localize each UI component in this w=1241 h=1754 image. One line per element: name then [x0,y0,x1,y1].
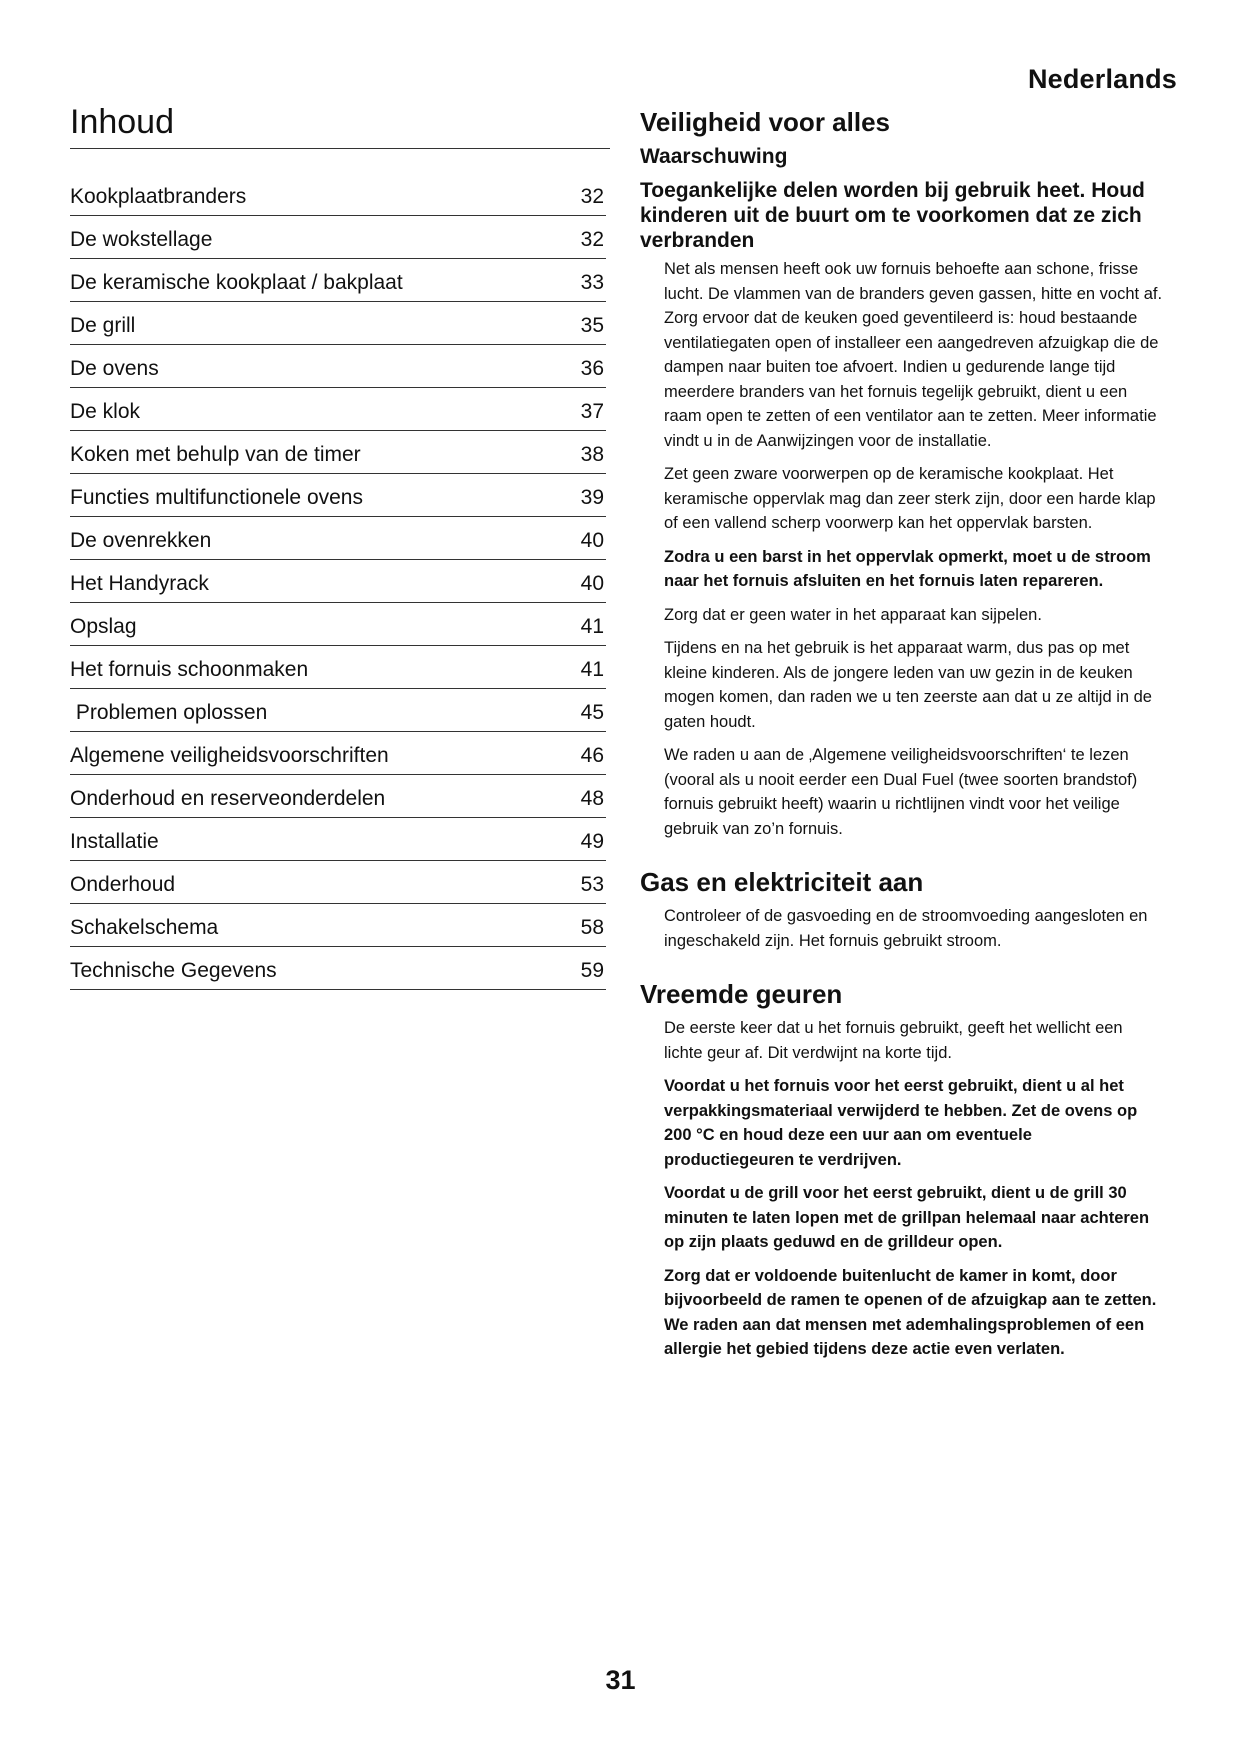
toc-entry[interactable] [70,732,606,775]
toc-entry[interactable] [70,603,606,646]
toc-entry-page: 36 [580,357,604,380]
toc-entry[interactable] [70,861,606,904]
safety-paragraph-bold: Zodra u een barst in het oppervlak opmerkt, moet u de stroom naar het fornuis afsluiten en het fornuis laten repareren. [664,547,1151,590]
toc-entry-label: Algemene veiligheidsvoorschriften [70,744,389,767]
toc-entry[interactable] [70,646,606,689]
safety-paragraph: Net als mensen heeft ook uw fornuis behoefte aan schone, frisse lucht. De vlammen van de branders geven gassen, hitte en vocht af. Zorg ervoor dat de keuken goed geventileerd is: houd bestaande ventilatiegaten open of installeer een aangedreven afzuigkap die de dampen naar buiten toe afvoert. Indien u gedurende lange tijd meerdere branders van het fornuis tegelijk gebruikt, dient u een raam open te zetten of een ventilator aan te zetten. Meer informatie vindt u in de Aanwijzingen voor de installatie. [664,260,1163,450]
language-label: Nederlands [1027,64,1177,94]
toc-entry-label: Opslag [70,615,137,638]
toc-entry-label: De klok [70,400,141,423]
power-heading: Gas en elektriciteit aan [640,867,924,897]
toc-entry-page: 41 [580,658,604,681]
toc-entry-label: Het Handyrack [70,572,209,595]
toc-entry[interactable] [70,689,606,732]
toc-entry-page: 59 [580,959,604,982]
safety-paragraph: Tijdens en na het gebruik is het apparaat warm, dus pas op met kleine kinderen. Als de jongere leden van uw gezin in de keuken mogen komen, dan raden we u ten zeerste aan dat u ze altijd in de gaten houdt. [664,639,1152,731]
toc-entry[interactable] [70,431,606,474]
toc-entry-label: Onderhoud [70,873,176,896]
safety-heading: Veiligheid voor alles [640,107,890,137]
toc-entry-page: 45 [580,701,604,724]
toc-entry-label: Kookplaatbranders [70,185,247,208]
odours-paragraph: De eerste keer dat u het fornuis gebruikt, geeft het wellicht een lichte geur af. Dit verdwijnt na korte tijd. [664,1019,1123,1062]
toc-entry-page: 40 [580,529,604,552]
toc-entry-page: 32 [580,185,604,208]
toc-entry[interactable] [70,560,606,603]
toc-entry-label: De keramische kookplaat / bakplaat [70,271,403,294]
toc-title: Inhoud [70,103,610,149]
toc-entry-label: Het fornuis schoonmaken [70,658,309,681]
toc-entry-label: Koken met behulp van de timer [70,443,361,466]
toc-entry[interactable] [70,947,606,990]
safety-paragraph: Zorg dat er geen water in het apparaat kan sijpelen. [664,605,1042,624]
toc-entry-page: 35 [580,314,604,337]
warning-heading: Waarschuwing [640,145,788,168]
power-paragraph: Controleer of de gasvoeding en de stroomvoeding aangesloten en ingeschakeld zijn. Het fornuis gebruikt stroom. [664,907,1148,950]
toc-entry-page: 38 [580,443,604,466]
safety-paragraph: Zet geen zware voorwerpen op de keramische kookplaat. Het keramische oppervlak mag dan zeer sterk zijn, door een harde klap of een vallend scherp voorwerp kan het oppervlak barsten. [664,465,1156,532]
toc-entry-label: De ovens [70,357,159,380]
toc-entry[interactable] [70,904,606,947]
toc-list [70,173,606,990]
toc-entry[interactable] [70,388,606,431]
toc-entry[interactable] [70,517,606,560]
warning-text: Toegankelijke delen worden bij gebruik heet. Houd kinderen uit de buurt om te voorkomen dat ze zich verbranden [640,179,1145,252]
toc-entry-page: 53 [580,873,604,896]
toc-entry-page: 39 [580,486,604,509]
toc-entry-page: 37 [580,400,604,423]
toc-entry[interactable] [70,345,606,388]
toc-entry-page: 58 [580,916,604,939]
table-of-contents [70,103,610,990]
page-number: 31 [605,1665,636,1695]
toc-entry-label: Installatie [70,830,159,853]
toc-entry-page: 41 [580,615,604,638]
odours-heading: Vreemde geuren [640,979,843,1009]
toc-entry-label: Functies multifunctionele ovens [70,486,363,509]
toc-entry-page: 40 [580,572,604,595]
odours-paragraph-bold: Zorg dat er voldoende buitenlucht de kamer in komt, door bijvoorbeeld de ramen te openen of de afzuigkap aan te zetten. We raden aan dat mensen met ademhalingsproblemen of een allergie het gebied tijdens deze actie even verlaten. [664,1266,1157,1358]
toc-entry-label: De ovenrekken [70,529,212,552]
toc-entry-label: De wokstellage [70,228,213,251]
toc-entry[interactable] [70,474,606,517]
content-column [640,106,1180,1371]
toc-entry-label: Schakelschema [70,916,219,939]
safety-paragraph: We raden u aan de ‚Algemene veiligheidsvoorschriften‘ te lezen (vooral als u nooit eerder een Dual Fuel (twee soorten brandstof) fornuis gebruikt heeft) waarin u richtlijnen vindt voor het veilige gebruik van zo’n fornuis. [664,746,1138,838]
toc-entry-page: 33 [580,271,604,294]
toc-entry[interactable] [70,775,606,818]
odours-paragraph-bold: Voordat u het fornuis voor het eerst gebruikt, dient u al het verpakkingsmateriaal verwijderd te hebben. Zet de ovens op 200 °C en houd deze een uur aan om eventuele productiegeuren te verdrijven. [664,1077,1138,1169]
toc-entry-label: Technische Gegevens [70,959,277,982]
toc-entry[interactable] [70,302,606,345]
toc-entry[interactable] [70,216,606,259]
toc-entry[interactable] [70,259,606,302]
toc-entry-page: 48 [580,787,604,810]
toc-entry-page: 32 [580,228,604,251]
odours-paragraph-bold: Voordat u de grill voor het eerst gebruikt, dient u de grill 30 minuten te laten lopen met de grillpan helemaal naar achteren op zijn plaats geduwd en de grilldeur open. [664,1184,1150,1251]
toc-entry-page: 46 [580,744,604,767]
toc-entry-label: De grill [70,314,136,337]
toc-entry-page: 49 [580,830,604,853]
toc-entry[interactable] [70,173,606,216]
toc-entry-label: Onderhoud en reserveonderdelen [70,787,386,810]
toc-entry[interactable] [70,818,606,861]
toc-entry-label: Problemen oplossen [70,701,268,724]
